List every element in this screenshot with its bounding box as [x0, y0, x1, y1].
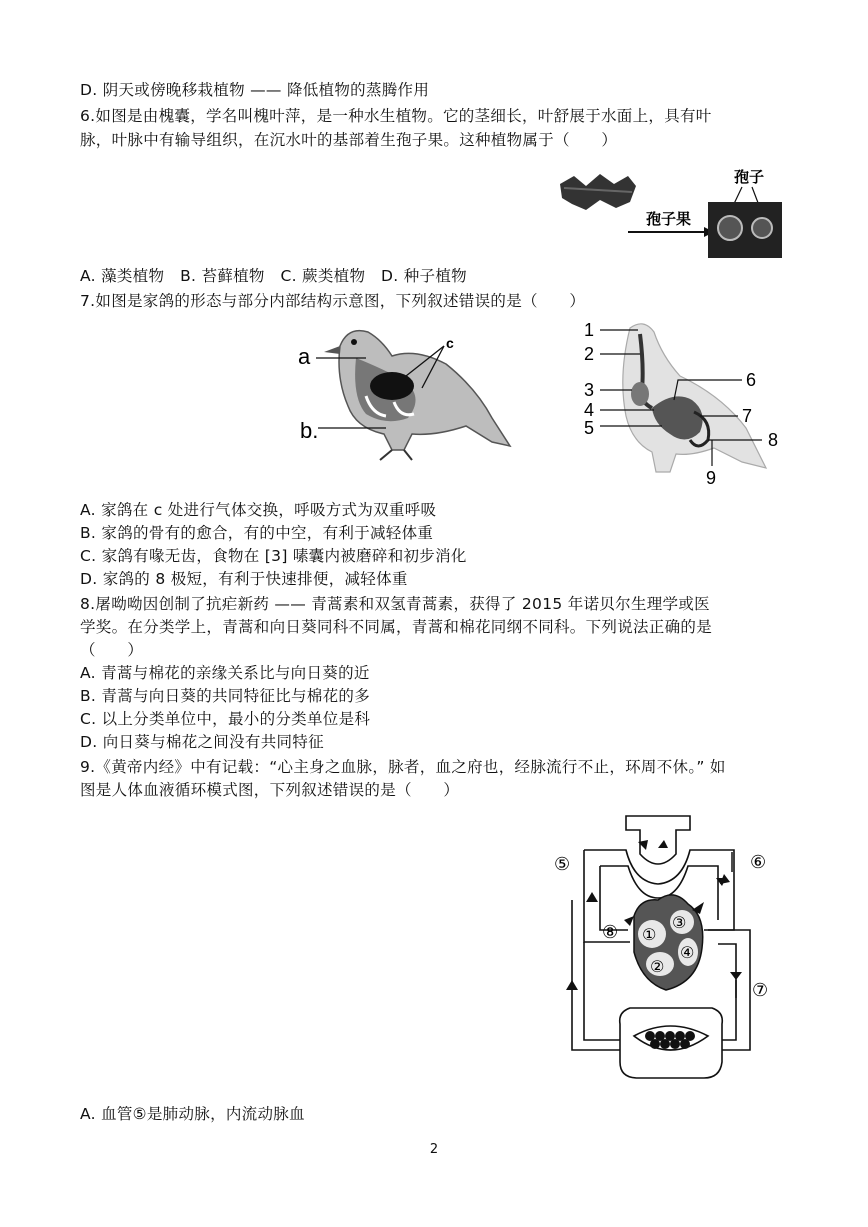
question-8-line-1: 8.屠呦呦因创制了抗疟新药 —— 青蒿素和双氢青蒿素，获得了 2015 年诺贝尔生理学或医	[80, 595, 710, 613]
question-7-stem: 7.如图是家鸽的形态与部分内部结构示意图，下列叙述错误的是（ ）	[80, 292, 586, 310]
label-chamber-2: ②	[650, 959, 665, 976]
label-vessel-5: ⑤	[554, 854, 571, 874]
page-number: 2	[429, 1142, 439, 1157]
label-vessel-6: ⑥	[750, 852, 767, 872]
fern-figure	[556, 162, 788, 260]
pigeon-left-figure	[296, 318, 516, 466]
question-6-line-2: 脉，叶脉中有输导组织，在沉水叶的基部着生孢子果。这种植物属于（ ）	[80, 131, 618, 149]
question-8-line-2: 学奖。在分类学上，青蒿和向日葵同科不同属，青蒿和棉花同纲不同科。下列说法正确的是	[80, 618, 713, 636]
label-1: 1	[584, 320, 595, 340]
question-8-line-3: （ ）	[80, 641, 144, 659]
label-9: 9	[706, 468, 717, 488]
label-8: 8	[768, 430, 779, 450]
label-5: 5	[584, 418, 595, 438]
option-d-q5: D. 阴天或傍晚移栽植物 —— 降低植物的蒸腾作用	[80, 81, 430, 99]
question-8-option-c: C. 以上分类单位中，最小的分类单位是科	[80, 710, 371, 728]
fern-stem-image	[560, 174, 636, 210]
label-3: 3	[584, 380, 595, 400]
label-chamber-4: ④	[680, 945, 695, 962]
label-7: 7	[742, 406, 753, 426]
question-9-line-2: 图是人体血液循环模式图，下列叙述错误的是（ ）	[80, 781, 460, 799]
label-vessel-8: ⑧	[602, 922, 619, 942]
spore-label: 孢子	[734, 169, 765, 186]
question-6-options: A. 藻类植物 B. 苔藓植物 C. 蕨类植物 D. 种子植物	[80, 267, 467, 285]
question-6-line-1: 6.如图是由槐囊，学名叫槐叶萍，是一种水生植物。它的茎细长，叶舒展于水面上，具有叶	[80, 107, 712, 125]
circulation-figure	[554, 812, 786, 1084]
label-vessel-7: ⑦	[752, 980, 769, 1000]
label-c: c	[446, 335, 454, 351]
question-7-option-b: B. 家鸽的骨有的愈合，有的中空，有利于减轻体重	[80, 524, 434, 542]
blood-cells	[645, 1031, 695, 1049]
question-8-option-b: B. 青蒿与向日葵的共同特征比与棉花的多	[80, 687, 370, 705]
label-b: b.	[300, 418, 319, 443]
label-a: a	[298, 344, 311, 369]
systemic-right	[704, 930, 750, 1050]
label-4: 4	[584, 400, 595, 420]
question-9-line-1: 9.《黄帝内经》中有记载：“心主身之血脉，脉者，血之府也，经脉流行不止，环周不休。” 如	[80, 758, 726, 776]
label-6: 6	[746, 370, 757, 390]
pigeon-crop	[631, 382, 649, 406]
question-7-option-d: D. 家鸽的 8 极短，有利于快速排便，减轻体重	[80, 570, 408, 588]
question-9-option-a: A. 血管⑤是肺动脉，内流动脉血	[80, 1105, 305, 1123]
pigeon-right-figure	[582, 316, 792, 488]
label-2: 2	[584, 344, 595, 364]
question-8-option-d: D. 向日葵与棉花之间没有共同特征	[80, 733, 324, 751]
question-8-option-a: A. 青蒿与棉花的亲缘关系比与向日葵的近	[80, 664, 370, 682]
sporocarp-label: 孢子果	[646, 211, 692, 228]
lung-block	[626, 816, 690, 864]
label-chamber-1: ①	[642, 927, 657, 944]
pigeon-lung	[370, 372, 414, 400]
question-7-option-c: C. 家鸽有喙无齿，食物在 [3] 嗉囊内被磨碎和初步消化	[80, 547, 467, 565]
label-chamber-3: ③	[672, 915, 687, 932]
question-7-option-a: A. 家鸽在 c 处进行气体交换，呼吸方式为双重呼吸	[80, 501, 437, 519]
